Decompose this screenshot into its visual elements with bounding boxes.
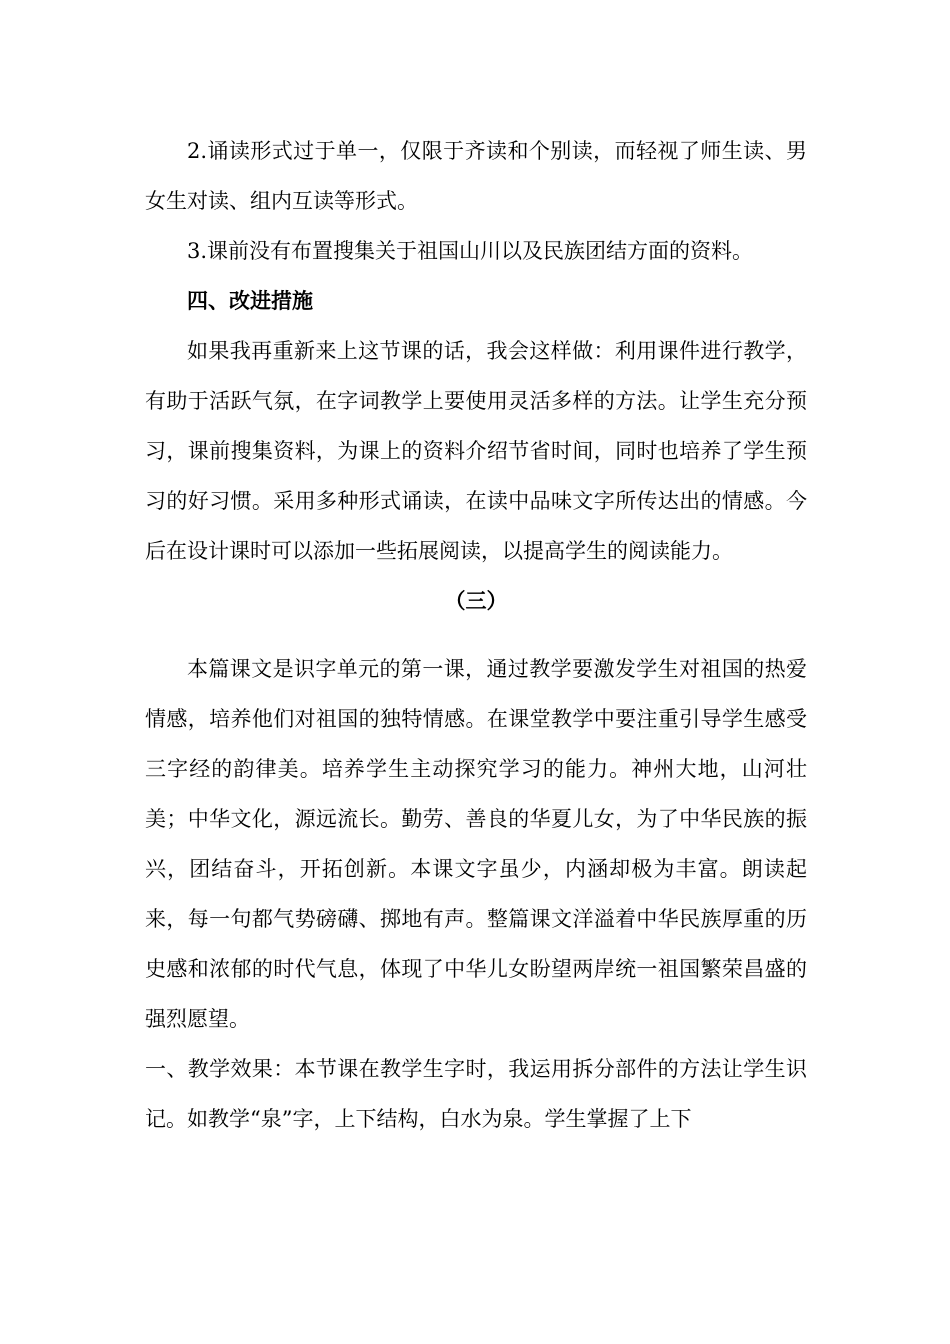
paragraph-teaching-effect: 一、教学效果：本节课在教学生字时，我运用拆分部件的方法让学生识记。如教学“泉”字，上下结构，白水为泉。学生掌握了上下 bbox=[145, 1057, 807, 1131]
section-title-three: （三） bbox=[444, 588, 508, 613]
paragraph-lesson-overview: 本篇课文是识字单元的第一课，通过教学要激发学生对祖国的热爱情感，培养他们对祖国的独特情感。在课堂教学中要注重引导学生感受三字经的韵律美。培养学生主动探究学习的能力。神州大地，山河壮美；中华文化，源远流长。勤劳、善良的华夏儿女，为了中华民族的振兴，团结奋斗，开拓创新。本课文字虽少，内涵却极为丰富。朗读起来，每一句都气势磅礴、掷地有声。整篇课文洋溢着中华民族厚重的历史感和浓郁的时代气息，体现了中华儿女盼望两岸统一祖国繁荣昌盛的强烈愿望。 bbox=[145, 657, 807, 1031]
section-spacer bbox=[145, 626, 807, 644]
heading-improvement-measures: 四、改进措施 bbox=[187, 288, 313, 313]
paragraph-improvement-plan: 如果我再重新来上这节课的话，我会这样做：利用课件进行教学，有助于活跃气氛，在字词教学上要使用灵活多样的方法。让学生充分预习，课前搜集资料，为课上的资料介绍节省时间，同时也培养了学生预习的好习惯。采用多种形式诵读，在读中品味文字所传达出的情感。今后在设计课时可以添加一些拓展阅读，以提高学生的阅读能力。 bbox=[145, 339, 807, 563]
paragraph-materials: 3.课前没有布置搜集关于祖国山川以及民族团结方面的资料。 bbox=[187, 239, 754, 263]
paragraph-reading-forms: 2.诵读形式过于单一，仅限于齐读和个别读，而轻视了师生读、男女生对读、组内互读等形式。 bbox=[145, 139, 807, 213]
document-page bbox=[145, 126, 807, 1144]
